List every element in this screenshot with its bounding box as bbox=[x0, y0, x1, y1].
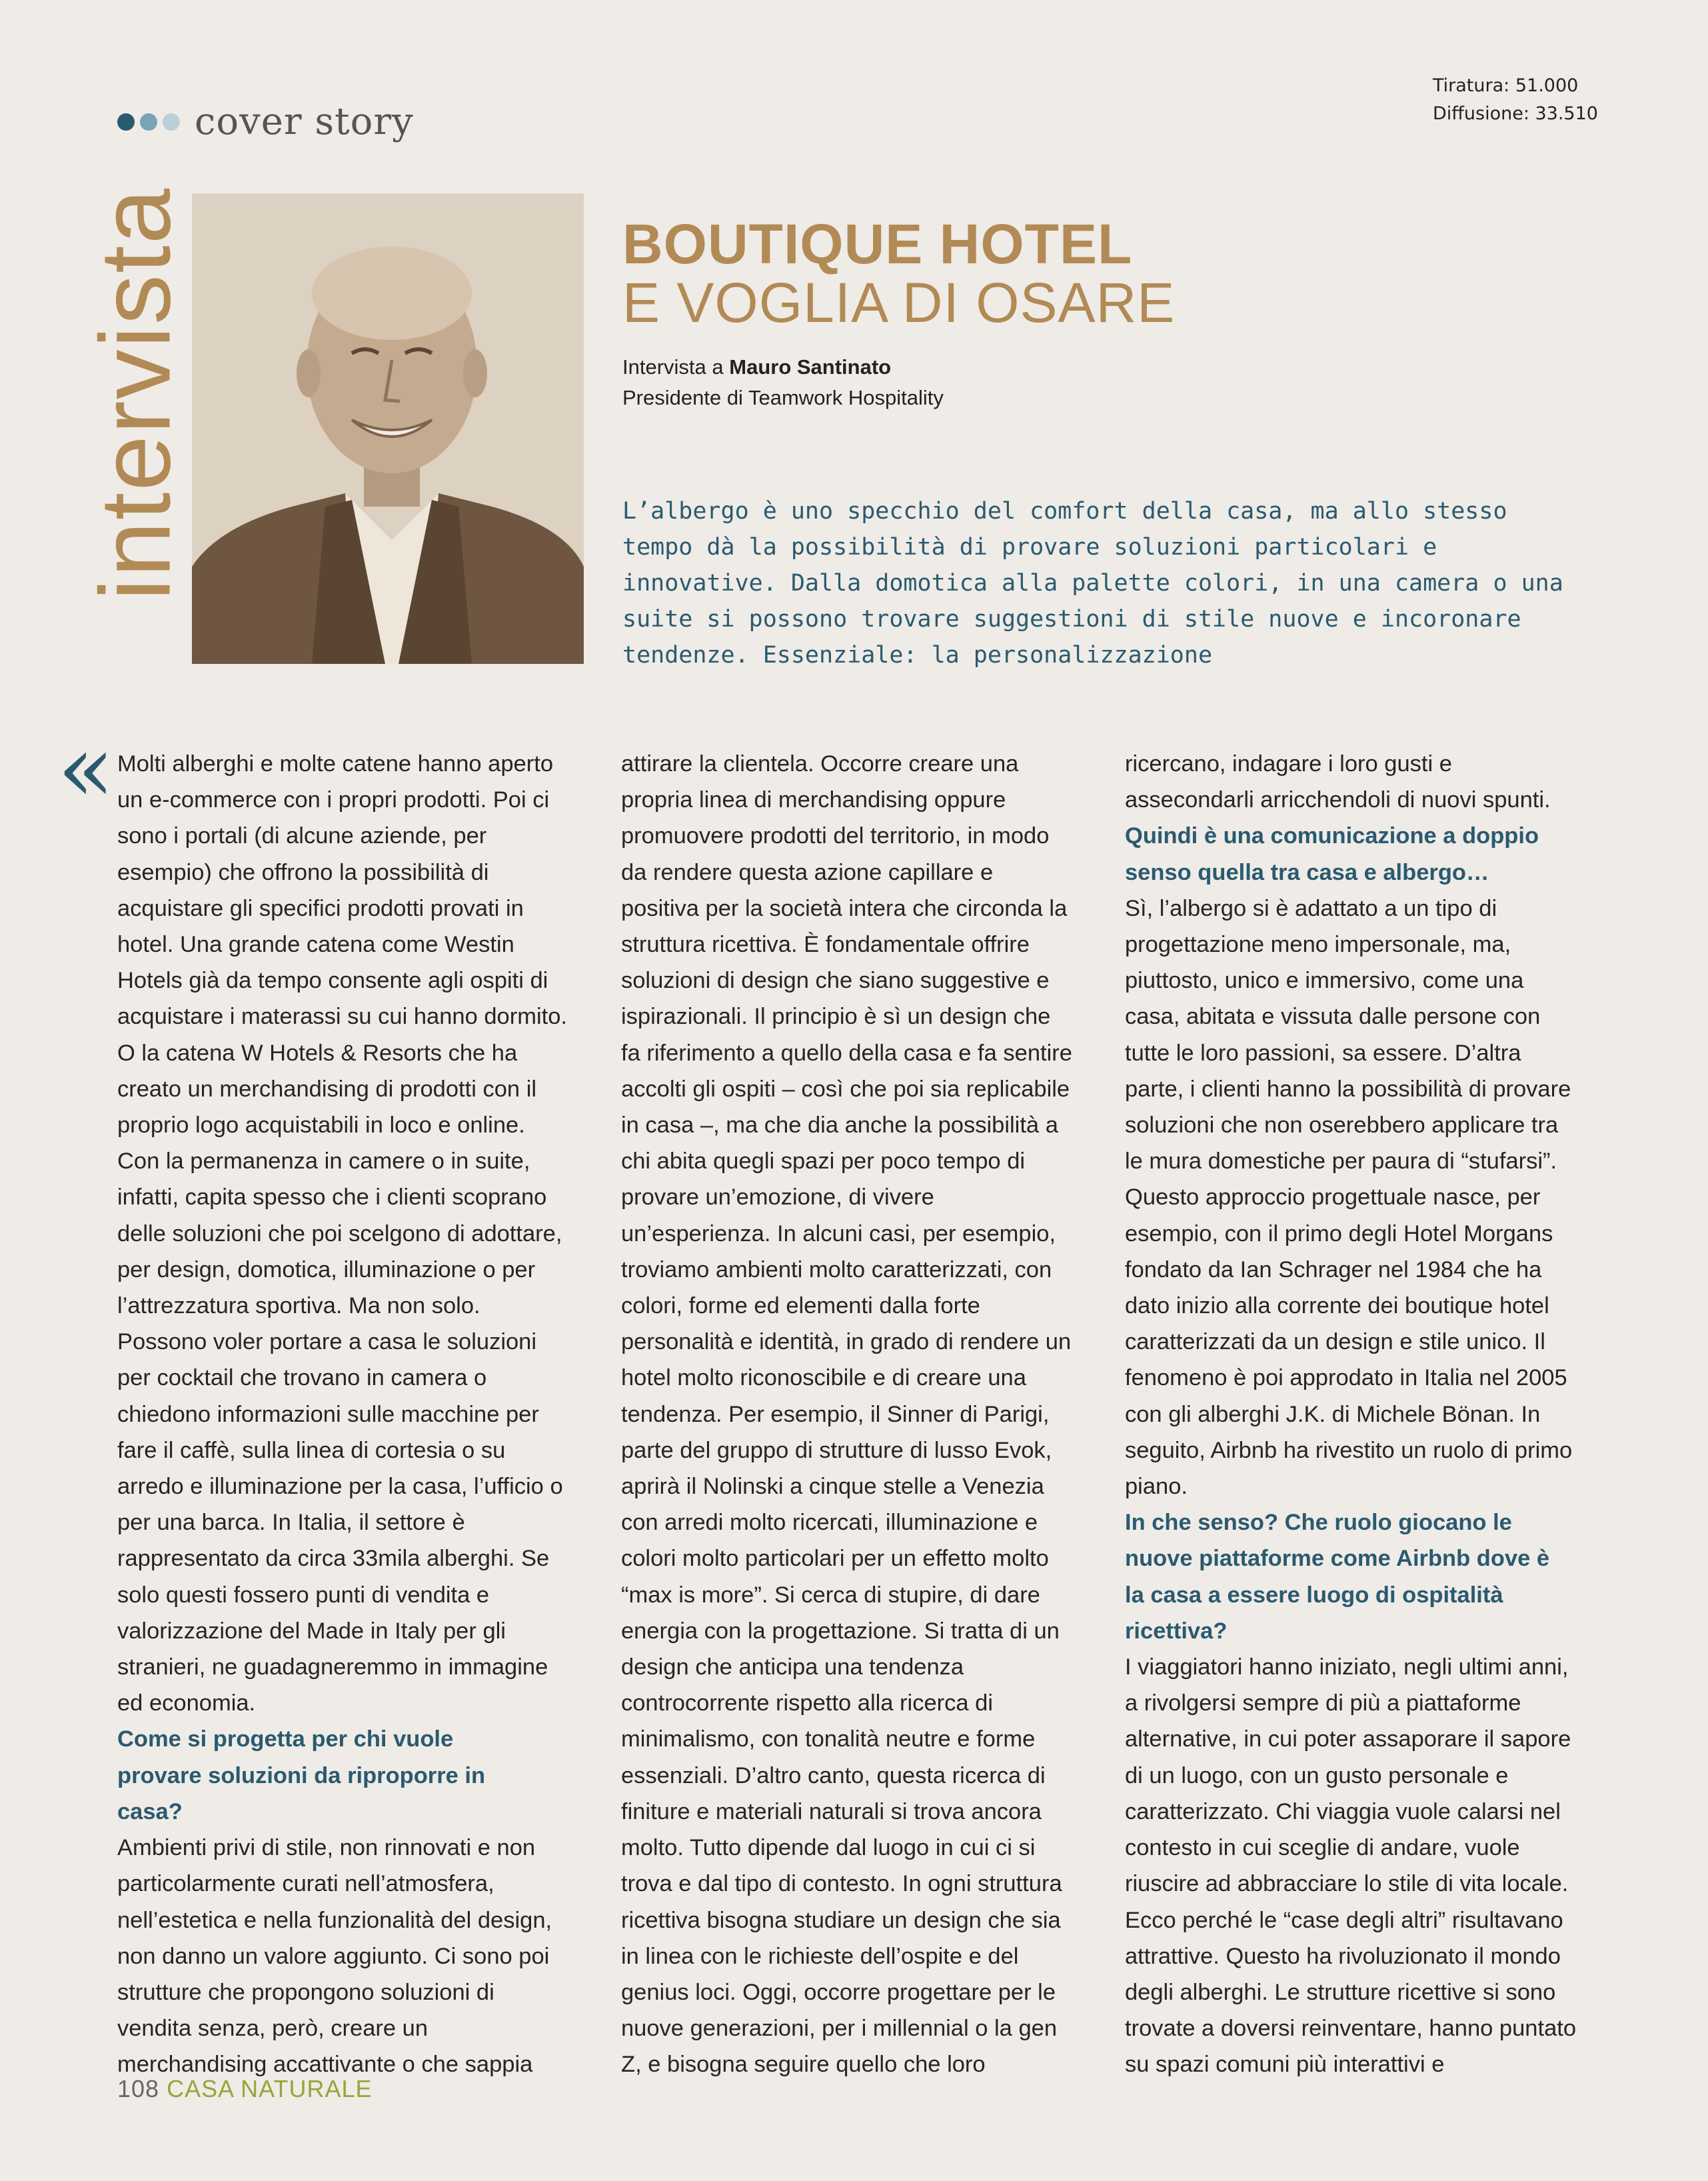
article-column-2 bbox=[621, 746, 1074, 2083]
interview-question: In che senso? Che ruolo giocano le nuove piattaforme come Airbnb dove è la casa a essere luogo di ospitalità ricettiva? bbox=[1125, 1510, 1550, 1644]
section-header bbox=[117, 100, 414, 143]
byline-prefix: Intervista a bbox=[622, 355, 730, 379]
body-paragraph: Ambienti privi di stile, non rinnovati e non particolarmente curati nell’atmosfera, nell’estetica e nella funzionalità del design, non danno un valore aggiunto. Ci sono poi strutture che propongono soluzioni di vendita senza, però, creare un merchandising accattivante o che sappia bbox=[117, 1835, 552, 2078]
portrait-photo bbox=[192, 193, 584, 664]
diffusione-line: Diffusione: 33.510 bbox=[1433, 103, 1598, 124]
headline-line-2: E VOGLIA DI OSARE bbox=[622, 271, 1176, 334]
lead-paragraph: L’albergo è uno specchio del comfort della casa, ma allo stesso tempo dà la possibilità di provare soluzioni particolari e innovative. Dalla domotica alla palette colori, in una camera o una suite si possono trovare suggestioni di stile nuove e incoronare tendenze. Essenziale: la personalizzazione bbox=[622, 498, 1563, 669]
vertical-label bbox=[79, 187, 191, 601]
section-dot-icon bbox=[163, 113, 180, 131]
body-paragraph: Sì, l’albergo si è adattato a un tipo di progettazione meno impersonale, ma, piuttosto, unico e immersivo, come una casa, abitata e vissuta dalle persone con tutte le loro passioni, sa essere. D’altra parte, i clienti hanno la possibilità di provare soluzioni che non oserebbero applicare tra le mura domestiche per paura di “stufarsi”. Questo approccio progettuale nasce, per esempio, con il primo degli Hotel Morgans fondato da Ian Schrager nel 1984 che ha dato inizio alla corrente dei boutique hotel caratterizzati da un design e stile unico. Il fenomeno è poi approdato in Italia nel 2005 con gli alberghi J.K. di Michele Bönan. In seguito, Airbnb ha rivestito un ruolo di primo piano. bbox=[1125, 895, 1573, 1500]
tiratura-line: Tiratura: 51.000 bbox=[1433, 75, 1579, 96]
body-paragraph: attirare la clientela. Occorre creare una propria linea di merchandising oppure promuovere prodotti del territorio, in modo da rendere questa azione capillare e positiva per la società intera che circonda la struttura ricettiva. È fondamentale offrire soluzioni di design che siano suggestive e ispirazionali. Il principio è sì un design che fa riferimento a quello della casa e fa sentire accolti gli ospiti – così che poi sia replicabile in casa –, ma che dia anche la possibilità a chi abita quegli spazi per poco tempo di provare un’emozione, di vivere un’esperienza. In alcuni casi, per esempio, troviamo ambienti molto caratterizzati, con colori, forme ed elementi dalla forte personalità e identità, in grado di rendere un hotel molto riconoscibile e di creare una tendenza. Per esempio, il Sinner di Parigi, parte del gruppo di strutture di lusso Evok, aprirà il Nolinski a cinque stelle a Venezia con arredi molto ricercati, illuminazione e colori molto particolari per un effetto molto “max is more”. Si cerca di stupire, di dare energia con la progettazione. Si tratta di un design che anticipa una tendenza controcorrente rispetto alla ricerca di minimalismo, con tonalità neutre e forme essenziali. D’altro canto, questa ricerca di finiture e materiali naturali si trova ancora molto. Tutto dipende dal luogo in cui ci si trova e dal tipo di contesto. In ogni struttura ricettiva bisogna studiare un design che sia in linea con le richieste dell’ospite e del genius loci. Oggi, occorre progettare per le nuove generazioni, per i millennial o la gen Z, e bisogna seguire quello che loro bbox=[621, 751, 1072, 2078]
page-number: 108 bbox=[117, 2075, 160, 2102]
circulation-info bbox=[1433, 72, 1598, 128]
body-paragraph: I viaggiatori hanno iniziato, negli ultimi anni, a rivolgersi sempre di più a piattaforme alternative, in cui poter assaporare il sapore di un luogo, con un gusto personale e caratterizzato. Chi viaggia vuole calarsi nel contesto in cui sceglie di andare, vuole riuscire ad abbracciare lo stile di vita locale. Ecco perché le “case degli altri” risultavano attrattive. Questo ha rivoluzionato il mondo degli alberghi. Le strutture ricettive si sono trovate a doversi reinventare, hanno puntato su spazi comuni più interattivi e bbox=[1125, 1654, 1577, 2078]
section-label: cover story bbox=[195, 100, 414, 143]
magazine-name: CASA NATURALE bbox=[167, 2075, 373, 2102]
section-dot-icon bbox=[140, 113, 157, 131]
byline-role: Presidente di Teamwork Hospitality bbox=[622, 386, 944, 409]
section-dot-icon bbox=[117, 113, 135, 131]
opening-quote-mark: « bbox=[57, 715, 115, 823]
vertical-label-text: intervista bbox=[79, 187, 191, 601]
interview-question: Quindi è una comunicazione a doppio senso quella tra casa e albergo… bbox=[1125, 823, 1539, 885]
byline-name: Mauro Santinato bbox=[729, 355, 892, 379]
page-footer bbox=[117, 2075, 373, 2103]
headline-line-1: BOUTIQUE HOTEL bbox=[622, 213, 1133, 275]
byline bbox=[622, 352, 944, 413]
article-column-3 bbox=[1125, 746, 1578, 2083]
body-paragraph: ricercano, indagare i loro gusti e assecondarli arricchendoli di nuovi spunti. bbox=[1125, 751, 1551, 813]
body-paragraph: Molti alberghi e molte catene hanno aperto un e-commerce con i propri prodotti. Poi ci sono i portali (di alcune aziende, per esempio) che offrono la possibilità di acquistare gli specifici prodotti provati in hotel. Una grande catena come Westin Hotels già da tempo consente agli ospiti di acquistare i materassi su cui hanno dormito. O la catena W Hotels & Resorts che ha creato un merchandising di prodotti con il proprio logo acquistabili in loco e online. Con la permanenza in camere o in suite, infatti, capita spesso che i clienti scoprano delle soluzioni che poi scelgono di adottare, per design, domotica, illuminazione o per l’attrezzatura sportiva. Ma non solo. Possono voler portare a casa le soluzioni per cocktail che trovano in camera o chiedono informazioni sulle macchine per fare il caffè, sulla linea di cortesia o su arredo e illuminazione per la casa, l’ufficio o per una barca. In Italia, il settore è rappresentato da circa 33mila alberghi. Se solo questi fossero punti di vendita e valorizzazione del Made in Italy per gli stranieri, ne guadagneremmo in immagine ed economia. bbox=[117, 751, 567, 1716]
byline-interviewee bbox=[622, 352, 944, 383]
portrait-illustration bbox=[192, 193, 584, 664]
article-column-1 bbox=[117, 746, 570, 2083]
interview-question: Come si progetta per chi vuole provare soluzioni da riproporre in casa? bbox=[117, 1726, 486, 1824]
